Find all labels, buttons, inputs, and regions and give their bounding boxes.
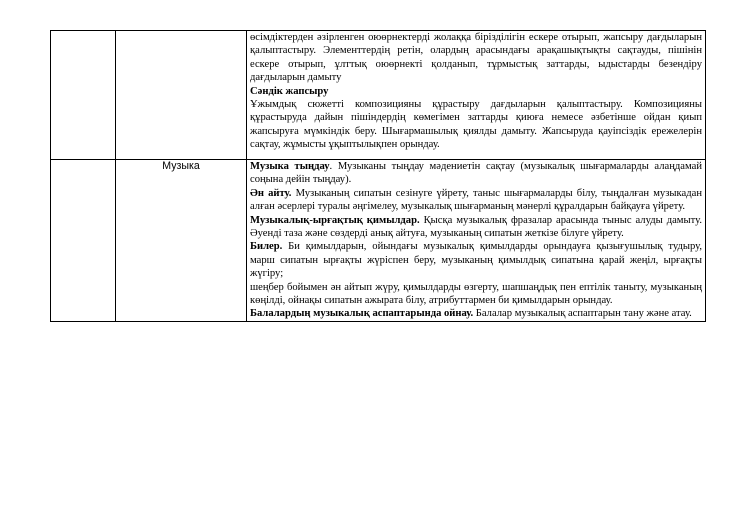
content-cell [247, 160, 706, 322]
paragraph-instruments: Балалардың музыкалық аспаптарында ойнау. Балалар музыкалық аспаптарын тану және атау. [250, 308, 692, 320]
paragraph-circle-singing: шеңбер бойымен ән айтып жүру, қимылдарды өзгерту, шапшаңдық пен ептілік таныту, музыканың көңілді, ойнақы сипатын ажырата білу, атрибуттармен би қимылдарын орындау. [250, 281, 702, 307]
empty-cell [51, 31, 116, 160]
table-row [51, 160, 706, 322]
subject-cell [116, 31, 247, 160]
paragraph-music-listening: Музыка тыңдау. Музыканы тыңдау мәдениетін сақтау (музыкалық шығармаларды алаңдамай соңына дейін тыңдау). [250, 161, 702, 186]
paragraph-rhythmic-movements: Музыкалық-ырғақтық қимылдар. Қысқа музыкалық фразалар арасында тыныс алуды дамыту. Әуенді таза және сөздерді анық айтуға, музыканың сипатын жеткізе білуге үйрету. [250, 214, 702, 240]
section-heading: Сәндік жапсыру [250, 85, 329, 97]
table-row [51, 31, 706, 160]
paragraph: өсімдіктерден әзірленген оюөрнектерді жолаққа бірізділігін ескере отырып, жапсыру дағдыларын қалыптастыру. Элементтердің ретін, олардың арасындағы арақашықтықты сақтауды, пішінін ескере отырып, ұлттық оюөрнекті қолданып, тұрмыстық заттарды, ыдыстарды безендіру дағдыларын дамыту [250, 32, 702, 84]
paragraph-dances: Билер. Би қимылдарын, ойындағы музыкалық қимылдарды орындауға қызығушылық тудыру, марш сипатын ырғақты жүріспен беру, музыканың қимылдық сипатына қарай жеңіл, ырғақты жүгіру; [250, 241, 702, 280]
content-cell [247, 31, 706, 160]
empty-cell [51, 160, 116, 322]
curriculum-table [50, 30, 706, 322]
paragraph-singing: Ән айту. Музыканың сипатын сезінуге үйрету, таныс шығармаларды білу, тыңдалған музыкадан алған әсерлері туралы әңгімелеу, музыкалық шығарманың мәнерлі құралдарын байқауға үйрету. [250, 187, 702, 213]
paragraph: Ұжымдық сюжетті композицияны құрастыру дағдыларын қалыптастыру. Композицияны құрастыруда дайын пішіндердің көмегімен заттарды қиюға немесе әзбетінше ойдан қиып жапсыруға мүмкіндік беру. Шығармашылық қиялды дамыту. Жапсыруда қауіпсіздік ережелерін сақтау, жұмысты ұқыптылықпен орындау. [250, 99, 702, 151]
subject-cell-music: Музыка [116, 160, 247, 322]
